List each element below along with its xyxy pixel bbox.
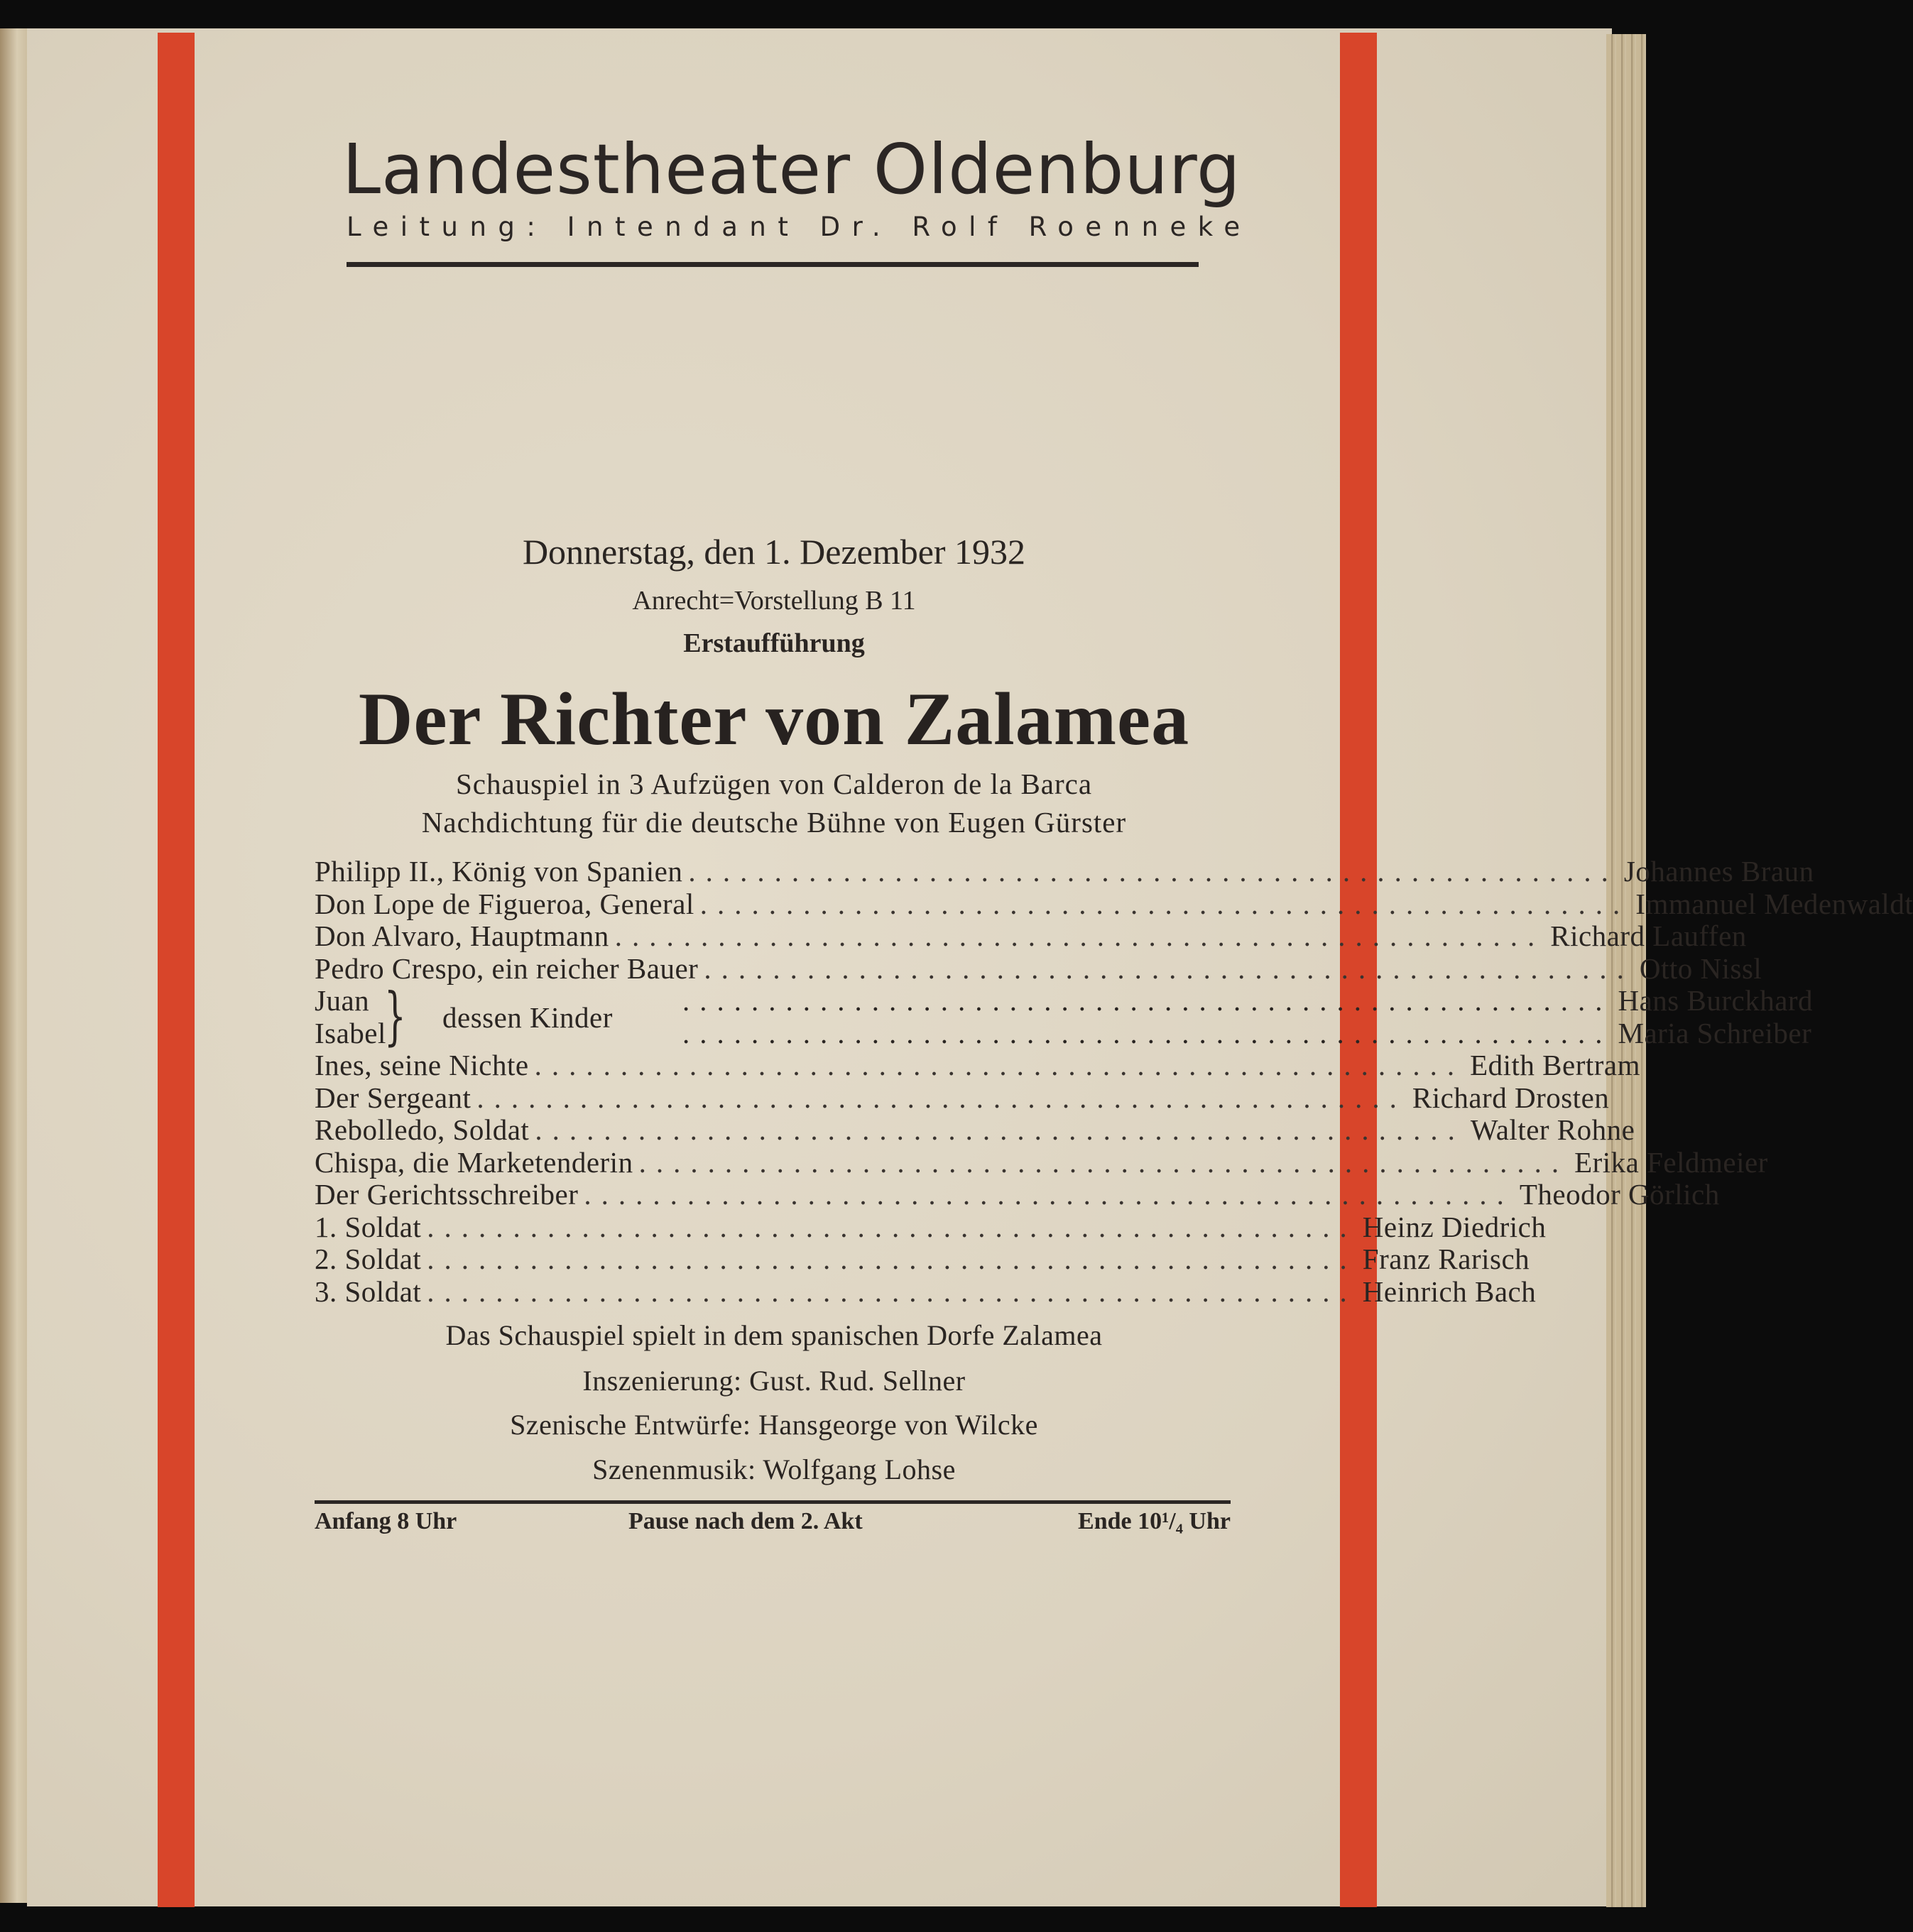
cast-row [315,919,1747,952]
cast-row [315,951,1762,985]
cast-row [315,1210,1547,1243]
cast-row [315,1048,1641,1081]
cast-role: Der Sergeant [315,1081,472,1114]
cast-role: Isabel [315,1016,386,1049]
cast-row [315,854,1814,888]
cast-role: 1. Soldat [315,1210,422,1243]
cast-role: Ines, seine Nichte [315,1049,529,1081]
theater-name: Landestheater Oldenburg [342,129,1241,209]
cast-actor: Otto Nissl [1639,951,1762,985]
cast-row [315,1242,1530,1275]
cast-actor: Richard Lauffen [1550,919,1747,952]
group-brace: } [384,979,407,1052]
cast-list [315,854,1913,1308]
cast-group-children [315,979,1814,1052]
leader-dots: ...................................................... [682,984,1613,1017]
cast-row [315,1177,1720,1211]
play-title: Der Richter von Zalamea [358,677,1190,760]
pause-info: Pause nach dem 2. Akt [628,1508,863,1534]
cast-actor: Theodor Görlich [1519,1178,1720,1211]
start-time: Anfang 8 Uhr [315,1508,457,1534]
theater-director: Leitung: Intendant Dr. Rolf Roenneke [347,212,1252,242]
play-adaptation: Nachdichtung für die deutsche Bühne von Eugen Gürster [421,806,1127,839]
cast-actor: Franz Rarisch [1362,1243,1530,1275]
leader-dots: ...................................................... [427,1275,1357,1308]
cast-actor: Hans Burckhard [1618,984,1814,1017]
leader-dots: ...................................................... [614,919,1545,952]
cast-role: Rebolledo, Soldat [315,1113,530,1146]
leader-dots: ...................................................... [476,1081,1407,1114]
play-genre: Schauspiel in 3 Aufzügen von Calderon de la Barca [455,768,1093,800]
header-divider [347,262,1199,267]
cast-role: 2. Soldat [315,1243,422,1275]
cast-row [315,887,1913,920]
cast-actor: Walter Rohne [1470,1113,1635,1146]
cast-row [315,1145,1768,1179]
red-border-left [158,33,195,1907]
cast-row [315,1081,1610,1114]
footer-times [315,1508,1231,1544]
leader-dots: ...................................................... [427,1243,1357,1275]
cast-row [315,1275,1537,1308]
cast-row [315,1113,1635,1146]
cast-role: Don Lope de Figueroa, General [315,887,694,920]
performance-date: Donnerstag, den 1. Dezember 1932 [522,532,1026,572]
cast-actor: Maria Schreiber [1618,1016,1812,1049]
premiere-label: Erstaufführung [683,628,865,658]
play-setting: Das Schauspiel spielt in dem spanischen Dorfe Zalamea [445,1319,1103,1351]
cast-actor: Heinz Diedrich [1362,1210,1547,1243]
cast-actor: Richard Drosten [1412,1081,1610,1114]
cast-role: Juan [315,984,370,1017]
cast-role: Chispa, die Marketenderin [315,1145,633,1179]
music-credit: Szenenmusik: Wolfgang Lohse [592,1453,956,1485]
cast-actor: Erika Feldmeier [1574,1145,1768,1179]
leader-dots: ...................................................... [638,1145,1569,1179]
cast-role: Philipp II., König von Spanien [315,855,683,888]
footer-divider [315,1500,1231,1504]
cast-role: 3. Soldat [315,1275,422,1308]
cast-role: Don Alvaro, Hauptmann [315,919,609,952]
cast-role: Pedro Crespo, ein reicher Bauer [315,951,699,985]
cast-actor: Heinrich Bach [1362,1275,1537,1308]
design-credit: Szenische Entwürfe: Hansgeorge von Wilcke [510,1409,1038,1441]
cast-actor: Edith Bertram [1470,1049,1641,1081]
leader-dots: ...................................................... [584,1178,1514,1211]
cast-actor: Johannes Braun [1623,855,1814,888]
end-time: Ende 10¹/₄ Uhr [1078,1508,1231,1534]
group-label: dessen Kinder [442,1001,613,1034]
book-page-edge-left [0,28,28,1903]
leader-dots: ...................................................... [688,855,1618,888]
leader-dots: ...................................................... [699,887,1630,920]
leader-dots: ...................................................... [427,1210,1357,1243]
cast-actor: Immanuel Medenwaldt [1635,887,1913,920]
leader-dots: ...................................................... [682,1016,1613,1049]
staging-credit: Inszenierung: Gust. Rud. Sellner [582,1365,966,1397]
leader-dots: ...................................................... [534,1049,1465,1081]
cast-role: Der Gerichtsschreiber [315,1178,579,1211]
leader-dots: ...................................................... [704,951,1634,985]
subscription-info: Anrecht=Vorstellung B 11 [632,586,916,616]
leader-dots: ...................................................... [535,1113,1465,1146]
